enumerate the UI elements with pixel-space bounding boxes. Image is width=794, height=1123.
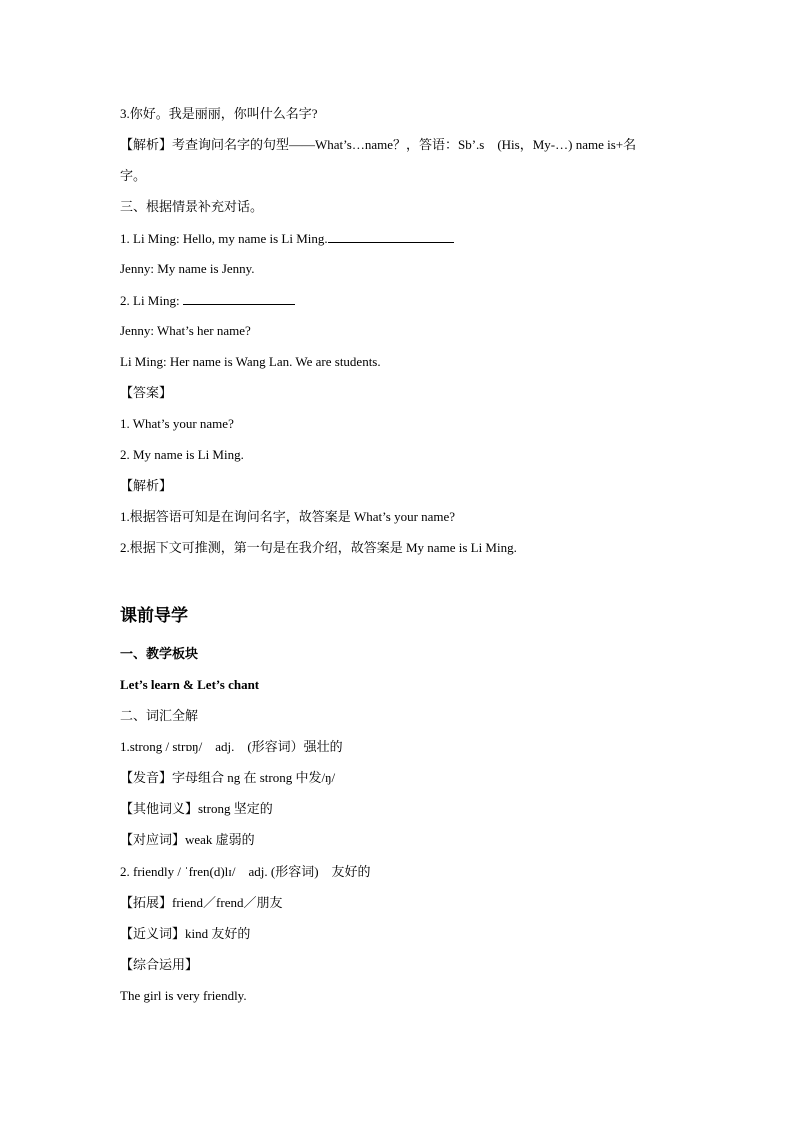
question-3: 3.你好。我是丽丽，你叫什么名字? xyxy=(120,106,318,121)
section-2-title: 二、词汇全解 xyxy=(120,708,199,723)
word-1-pronunciation: 【发音】字母组合 ng 在 strong 中发/ŋ/ xyxy=(120,770,336,785)
word-2-synonym: 【近义词】kind 友好的 xyxy=(120,926,251,941)
question-3-analysis-cont: 字。 xyxy=(120,168,147,183)
dialogue-1-jenny: Jenny: My name is Jenny. xyxy=(120,261,255,276)
dialogue-2-liming-reply: Li Ming: Her name is Wang Lan. We are students. xyxy=(120,354,381,369)
answer-blank-1[interactable] xyxy=(328,230,454,243)
dialogue-2-liming-text: 2. Li Ming: xyxy=(120,293,183,308)
analysis-2: 2.根据下文可推测，第一句是在我介绍，故答案是 My name is Li Ming. xyxy=(120,540,517,555)
section-3-title: 三、根据情景补充对话。 xyxy=(120,199,264,214)
dialogue-1-liming-text: 1. Li Ming: Hello, my name is Li Ming. xyxy=(120,231,328,246)
answer-2: 2. My name is Li Ming. xyxy=(120,447,244,462)
word-2-example: The girl is very friendly. xyxy=(120,988,247,1003)
word-1-entry: 1.strong / strɒŋ/ adj. (形容词）强壮的 xyxy=(120,739,343,754)
dialogue-2-jenny: Jenny: What’s her name? xyxy=(120,323,251,338)
word-1-other-meaning: 【其他词义】strong 坚定的 xyxy=(120,801,273,816)
lesson-title: Let’s learn & Let’s chant xyxy=(120,677,260,692)
section-1-title: 一、教学板块 xyxy=(120,646,199,661)
analysis-1: 1.根据答语可知是在询问名字，故答案是 What’s your name? xyxy=(120,509,456,524)
dialogue-2-liming xyxy=(120,292,295,309)
word-1-antonym: 【对应词】weak 虚弱的 xyxy=(120,832,255,847)
question-3-analysis: 【解析】考查询问名字的句型——What’s…name？，答语：Sb’.s (His，My-…) name is+名 xyxy=(120,137,637,152)
answer-blank-2[interactable] xyxy=(183,292,295,305)
dialogue-1-liming xyxy=(120,230,454,247)
analysis-label: 【解析】 xyxy=(120,478,173,493)
answer-label: 【答案】 xyxy=(120,385,173,400)
word-2-usage-label: 【综合运用】 xyxy=(120,957,199,972)
word-2-extension: 【拓展】friend／frend／朋友 xyxy=(120,895,283,910)
word-2-entry: 2. friendly / ˈfren(d)lɪ/ adj. (形容词) 友好的 xyxy=(120,864,371,879)
answer-1: 1. What’s your name? xyxy=(120,416,234,431)
preview-heading: 课前导学 xyxy=(120,606,188,625)
